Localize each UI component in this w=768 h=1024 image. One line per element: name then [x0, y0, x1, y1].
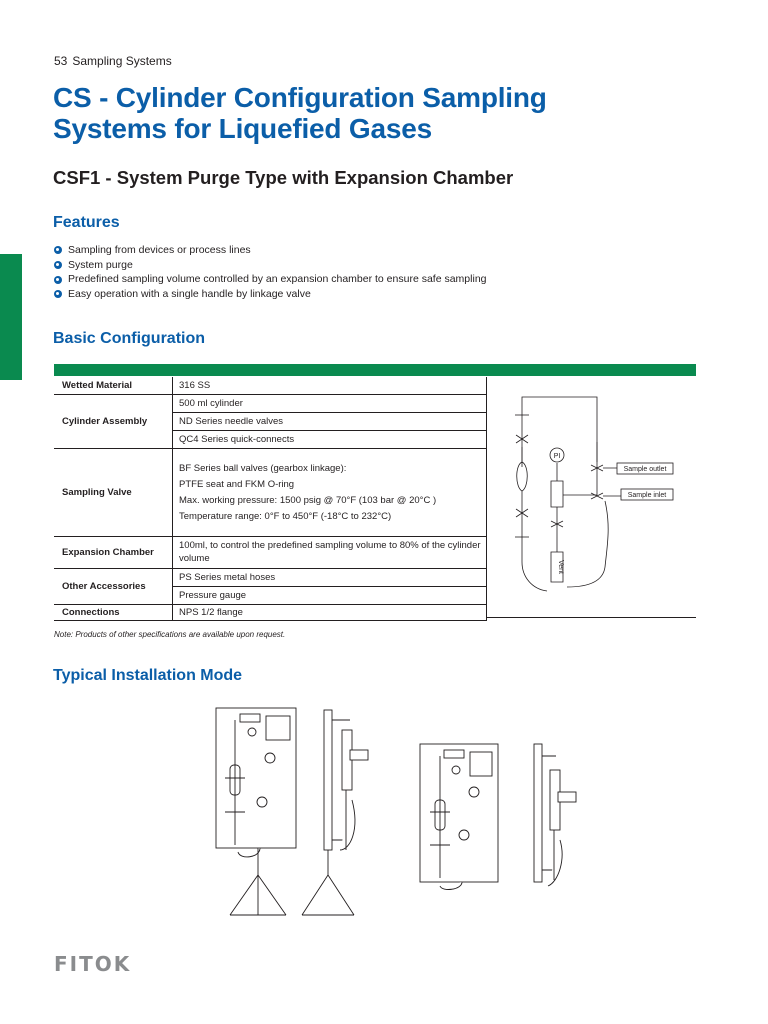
page-title-line-2: Systems for Liquefied Gases: [53, 113, 432, 144]
feature-item: Predefined sampling volume controlled by an expansion chamber to ensure safe sampling: [54, 272, 487, 287]
row-label: Cylinder Assembly: [54, 394, 173, 448]
installation-heading: Typical Installation Mode: [53, 667, 243, 684]
table-row: [54, 604, 487, 620]
row-value: NPS 1/2 flange: [173, 604, 487, 620]
panel-wall-front: [420, 744, 498, 889]
configuration-table: [54, 377, 487, 621]
row-label: Wetted Material: [54, 377, 173, 394]
fitok-logo: FITOK: [54, 952, 132, 976]
section-name: Sampling Systems: [72, 54, 172, 68]
row-values: BF Series ball valves (gearbox linkage): PTFE seat and FKM O-ring Max. working pressure: 1500 psig @ 70°F (103 bar @ 20°C ) Temperature range: 0°F to 450°F (-18°C to 232°C): [173, 448, 487, 536]
row-label: Expansion Chamber: [54, 536, 173, 568]
panel-stand-front: [216, 708, 296, 915]
table-row: [54, 377, 487, 394]
row-label: Connections: [54, 604, 173, 620]
page-title-line-1: CS - Cylinder Configuration Sampling: [53, 82, 547, 113]
row-label: Sampling Valve: [54, 448, 173, 536]
table-header-bar: [54, 364, 696, 376]
bullet-icon: [54, 261, 62, 269]
table-row: [54, 568, 487, 604]
basic-configuration-heading: Basic Configuration: [53, 330, 206, 347]
feature-item: System purge: [54, 258, 487, 273]
table-row: [54, 448, 487, 536]
bullet-icon: [54, 276, 62, 284]
table-row: [54, 536, 487, 568]
page-header: [54, 54, 172, 68]
feature-item: Easy operation with a single handle by linkage valve: [54, 287, 487, 302]
row-value: 316 SS: [173, 377, 487, 394]
table-row: [54, 394, 487, 448]
flow-schematic: [487, 377, 696, 618]
table-note: Note: Products of other specifications are available upon request.: [54, 630, 286, 639]
row-label: Other Accessories: [54, 568, 173, 604]
sample-outlet-label: Sample outlet: [623, 466, 667, 473]
gauge-label: PI: [553, 453, 561, 460]
features-heading: Features: [53, 214, 120, 231]
row-value: 100ml, to control the predefined sampling volume to 80% of the cylinder volume: [173, 536, 487, 568]
installation-illustrations: [200, 700, 590, 920]
page-number: 53: [54, 54, 68, 68]
features-list: [54, 243, 487, 302]
panel-stand-side: [302, 710, 368, 915]
feature-item: Sampling from devices or process lines: [54, 243, 487, 258]
sample-inlet-label: Sample inlet: [627, 492, 667, 499]
row-values: PS Series metal hoses Pressure gauge: [173, 568, 487, 604]
bullet-icon: [54, 246, 62, 254]
product-subtitle: CSF1 - System Purge Type with Expansion Chamber: [53, 167, 514, 188]
bullet-icon: [54, 290, 62, 298]
page-title: [53, 82, 693, 144]
panel-wall-side: [534, 744, 576, 886]
vent-label: Vent: [557, 559, 564, 575]
side-tab-marker: [0, 254, 22, 380]
row-values: 500 ml cylinder ND Series needle valves QC4 Series quick-connects: [173, 394, 487, 448]
